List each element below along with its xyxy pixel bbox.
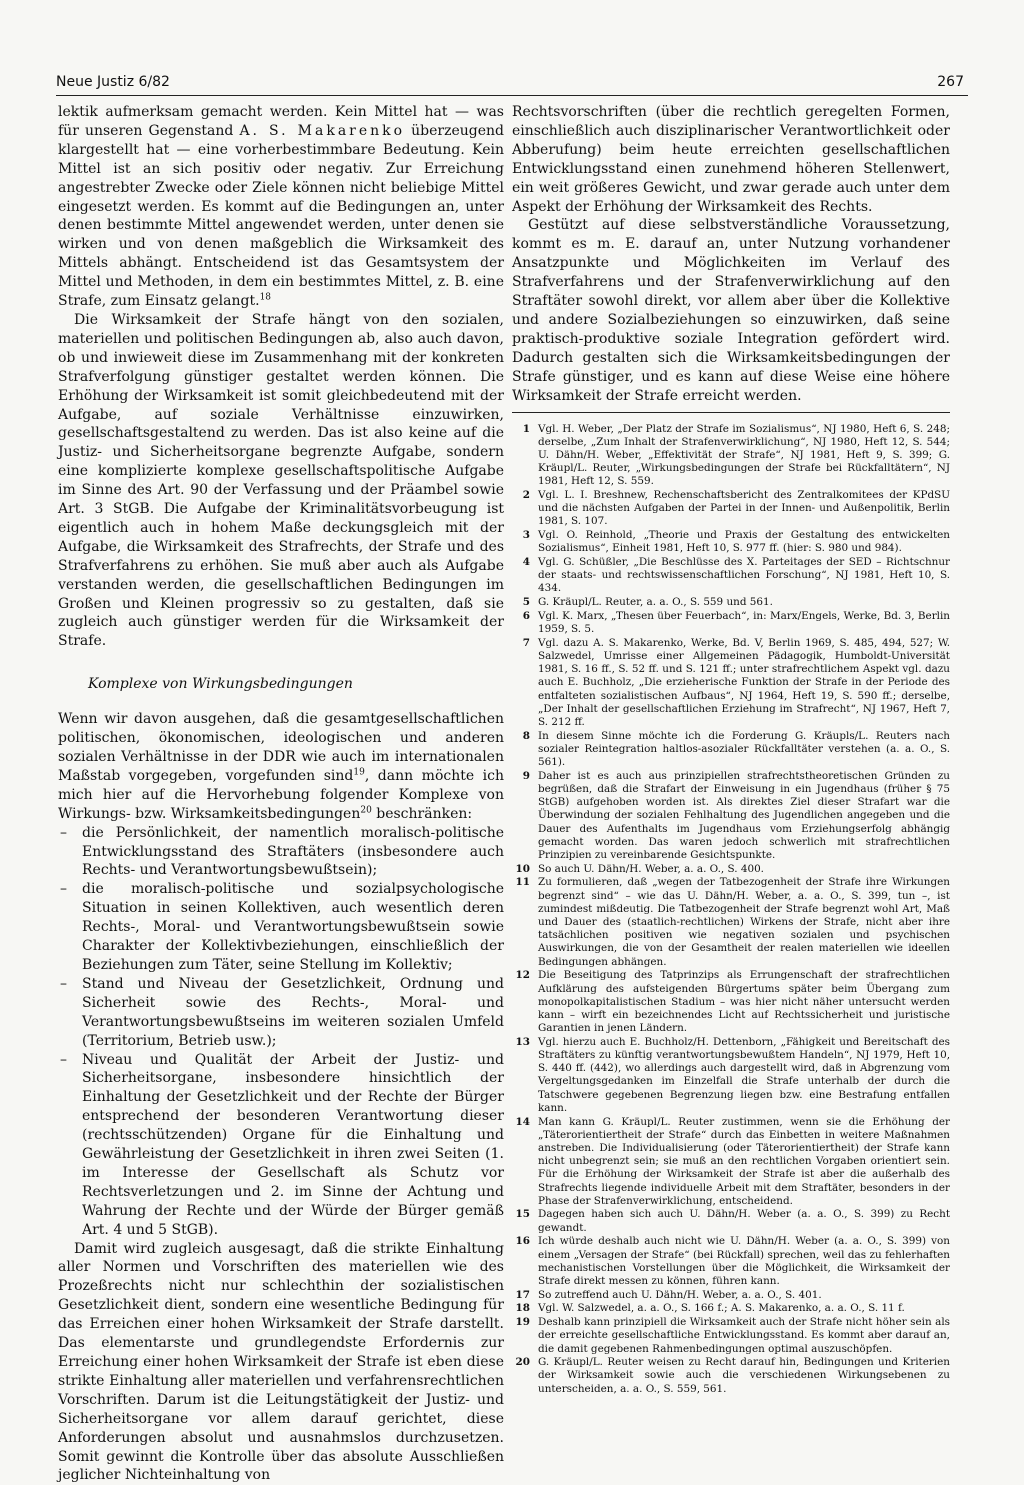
text-run: überzeugend klargestellt hat — eine vorherbestimmbare Bedeutung. Kein Mittel ist an sich positiv oder negativ. Zur Erreichung angestrebter Zwecke oder Ziele können nicht beliebige Mittel eingesetzt werden. Es kommt auf die Bedingungen an, unter denen bestimmte Mittel angewendet werden, unter denen sie wirken und von denen maßgeblich die Wirksamkeit des Mittels abhängt. Entscheidend ist das Gesamtsystem der Mittel und Methoden, in dem ein bestimmtes Mittel, z. B. eine Strafe, zum Einsatz gelangt. [58, 122, 504, 310]
footnote-number: 4 [522, 556, 530, 569]
left-paragraph-2: Die Wirksamkeit der Strafe hängt von den sozialen, materiellen und politischen Bedingungen ab, also auch davon, ob und inwieweit diese im Zusammenhang mit der konkreten Strafverfolgung günstiger gestaltet werden können. Die Erhöhung der Wirksamkeit ist somit gleichbedeutend mit der Aufgabe, auf soziale Verhältnisse einzuwirken, gesellschaftsgestaltend zu werden. Das ist also keine auf die Justiz- und Sicherheitsorgane begrenzte Aufgabe, sondern eine komplizierte komplexe gesellschaftspolitische Aufgabe im Sinne des Art. 90 der Verfassung und der Präambel sowie Art. 3 StGB. Die Aufgabe der Kriminalitätsvorbeugung ist eigentlich auch in hohem Maße deckungsgleich mit der Aufgabe, die Wirksamkeit des Strafrechts, der Strafe und des Strafverfahrens zu erhöhen. Sie muß aber auch als Aufgabe verstanden werden, die gesellschaftlichen Bedingungen im Großen und Kleinen progressiv so zu gestalten, daß sie zugleich auch günstiger werden für die Wirksamkeit der Strafe. [58, 311, 504, 650]
footnote-text: Vgl. W. Salzwedel, a. a. O., S. 166 f.; A. S. Makarenko, a. a. O., S. 11 f. [538, 1302, 905, 1315]
footnote-text: Die Beseitigung des Tatprinzips als Errungenschaft der strafrechtlichen Aufklärung des aufsteigenden Bürgertums später beim Übergang zum monopolkapitalistischen Stadium – was hier nicht näher untersucht werden kann – wirft ein bezeichnendes Licht auf Rechtssicherheit und juristische Garantien in jenen Ländern. [538, 969, 950, 1035]
footnote [512, 1116, 950, 1208]
footnote-text: Deshalb kann prinzipiell die Wirksamkeit auch der Strafe nicht höher sein als der erreichte gesellschaftliche Entwicklungsstand. Es kommt aber darauf an, die damit gegebenen Rahmenbedingungen optimal auszuschöpfen. [538, 1316, 950, 1355]
footnote-text: Zu formulieren, daß „wegen der Tatbezogenheit der Strafe ihre Wirkungen begrenzt sind“ – wie das U. Dähn/H. Weber, a. a. O., S. 399, tun –, ist zumindest mißdeutig. Die Tatbezogenheit der Strafe begrenzt wohl Art, Maß und Dauer des (staatlich-rechtlichen) Wirkens der Strafe, nicht aber ihre tatsächlichen positiven wie negativen sozialen und psychischen Auswirkungen, die von der Gesamtheit der realen materiellen wie ideellen Bedingungen abhängen. [538, 876, 950, 968]
footnote-text: Vgl. dazu A. S. Makarenko, Werke, Bd. V, Berlin 1969, S. 485, 494, 527; W. Salzwedel, Umrisse einer Allgemeinen Pädagogik, Humboldt-Universität 1981, S. 16 ff., S. 52 ff. und S. 121 ff.; unter strafrechtlichem Aspekt vgl. dazu auch E. Buchholz, „Die erzieherische Funktion der Strafe in der Periode des entfalteten sozialistischen Aufbaus“, NJ 1964, Heft 19, S. 590 ff.; derselbe, „Der Inhalt der gesellschaftlichen Erziehung im Strafrecht“, NJ 1967, Heft 7, S. 212 ff. [538, 636, 950, 728]
right-paragraph-1: Rechtsvorschriften (über die rechtlich geregelten Formen, einschließlich auch disziplinarischer Verantwortlichkeit oder Abberufung) beim heute erreichten gesellschaftlichen Entwicklungsstand einen zunehmend höheren Stellenwert, ein weit größeres Gewicht, und zwar gerade auch unter dem Aspekt der Erhöhung der Wirksamkeit des Rechts. [512, 104, 950, 215]
text-run: lektik aufmerksam gemacht werden. Kein Mittel hat — was für unseren Gegenstand [58, 104, 504, 139]
footnote-text: Vgl. H. Weber, „Der Platz der Strafe im Sozialismus“, NJ 1980, Heft 6, S. 248; derselbe, „Zum Inhalt der Strafenverwirklichung“, NJ 1980, Heft 12, S. 544; U. Dähn/H. Weber, „Effektivität der Strafe“, NJ 1981, Heft 9, S. 399; G. Kräupl/L. Reuter, „Wirkungsbedingungen der Strafe bei Rückfalltätern“, NJ 1981, Heft 12, S. 559. [538, 422, 950, 488]
footnote [512, 1316, 950, 1356]
footnote [512, 1036, 950, 1115]
footnote [512, 423, 950, 489]
footnote-ref: 18 [259, 292, 272, 303]
right-paragraph-2: Gestützt auf diese selbstverständliche Voraussetzung, kommt es m. E. darauf an, unter Nutzung vorhandener Ansatzpunkte und Möglichkeiten im Verlauf des Strafverfahrens und der Strafenverwirklichung auf den Straftäter sowohl direkt, vor allem aber über die Kollektive und andere Sozialbeziehungen so einzuwirken, daß seine praktisch-produktive soziale Integration gefördert wird. Dadurch gestalten sich die Wirksamkeitsbedingungen der Strafe günstiger, und es kann auf diese Weise eine höhere Wirksamkeit der Strafe erreicht werden. [512, 217, 950, 404]
left-paragraph-3 [58, 710, 504, 823]
footnote [512, 1356, 950, 1396]
footnote [512, 610, 950, 636]
right-column [512, 103, 950, 1396]
footnote-number: 6 [522, 609, 530, 622]
footnote-text: So zutreffend auch U. Dähn/H. Weber, a. a. O., S. 401. [538, 1288, 822, 1301]
footnote-text: Vgl. G. Schüßler, „Die Beschlüsse des X. Parteitages der SED – Richtschnur der staats- und rechtswissenschaftlichen Forschung“, NJ 1981, Heft 10, S. 434. [538, 556, 950, 595]
footnote-text: In diesem Sinne möchte ich die Forderung G. Kräupls/L. Reuters nach sozialer Reintegration haltlos-asozialer Rückfalltäter verstehen (a. a. O., S. 561). [538, 729, 950, 769]
conditions-list [58, 824, 504, 1240]
footnote [512, 969, 950, 1035]
list-item: – Niveau und Qualität der Arbeit der Justiz- und Sicherheitsorgane, insbesondere hinsichtlich der Einhaltung der Gesetzlichkeit und der Rechte der Bürger entsprechend der besonderen Verantwortung dieser (rechtsschützenden) Organe für die Einhaltung und Gewährleistung der Gesetzlichkeit in ihren zwei Seiten (1. im Interesse der Gesellschaft als Schutz vor Rechtsverletzungen und 2. im Sinne der Achtung und Wahrung der Rechte und der Würde der Bürger gemäß Art. 4 und 5 StGB). [58, 1051, 504, 1240]
footnote-text: G. Kräupl/L. Reuter weisen zu Recht darauf hin, Bedingungen und Kriterien der Wirksamkeit sowie auch die verschiedenen Wirkungsebenen zu unterscheiden, a. a. O., S. 559, 561. [538, 1356, 950, 1395]
footnote-number: 8 [522, 729, 530, 742]
footnote [512, 876, 950, 968]
footnote-number: 12 [515, 969, 530, 982]
footnote-ref: 20 [360, 805, 372, 816]
footnote-ref: 19 [353, 767, 365, 778]
footnote-number: 20 [515, 1356, 530, 1369]
footnote-number: 5 [522, 596, 530, 609]
footnote [512, 1302, 950, 1315]
footnote-text: So auch U. Dähn/H. Weber, a. a. O., S. 400. [538, 862, 764, 875]
footnote [512, 596, 950, 609]
left-paragraph-1 [58, 103, 504, 311]
footnote-number: 7 [522, 636, 530, 649]
text-run: Wenn wir davon ausgehen, daß die gesamtgesellschaftlichen politischen, ökonomischen, ideologischen und anderen sozialen Verhältnisse in der DDR wie auch im internationalen Maßstab vorgegeben, vorgefunden sind [58, 711, 504, 784]
footnote [512, 637, 950, 729]
footnote-text: G. Kräupl/L. Reuter, a. a. O., S. 559 und 561. [538, 596, 773, 609]
footnote-number: 13 [515, 1035, 530, 1048]
footnote-number: 10 [515, 862, 530, 875]
footnote [512, 863, 950, 876]
footnote [512, 529, 950, 555]
text-run: , dann möchte ich mich hier auf die Hervorhebung folgender Komplexe von Wirkungs- bzw. Wirksamkeitsbedingungen [58, 767, 505, 822]
left-paragraph-4: Damit wird zugleich ausgesagt, daß die strikte Einhaltung aller Normen und Vorschriften des materiellen wie des Prozeßrechts nicht nur schlechthin der sozialistischen Gesetzlichkeit dient, sondern eine wesentliche Bedingung für das Erreichen einer hohen Wirksamkeit der Strafe darstellt. Das elementarste und grundlegendste Erfordernis zur Erreichung einer hohen Wirksamkeit der Strafe ist eben diese strikte Einhaltung aller materiellen und verfahrensrechtlichen Vorschriften. Darum ist die Leitungstätigkeit der Justiz- und Sicherheitsorgane vor allem darauf gerichtet, diese Anforderungen absolut und ausnahmslos durchzusetzen. Somit gewinnt die Kontrolle über das absolute Ausschließen jeglicher Nichteinhaltung von [58, 1240, 504, 1484]
footnote-number: 2 [522, 489, 530, 502]
footnote [512, 1235, 950, 1288]
footnotes [512, 423, 950, 1396]
footnote-text: Vgl. K. Marx, „Thesen über Feuerbach“, in: Marx/Engels, Werke, Bd. 3, Berlin 1959, S. 5. [538, 609, 950, 636]
text-run: beschränken: [371, 805, 473, 822]
journal-title: Neue Justiz 6/82 [56, 74, 170, 90]
footnote-number: 1 [522, 422, 530, 435]
footnote-text: Vgl. L. I. Breshnew, Rechenschaftsbericht des Zentralkomitees der KPdSU und die nächsten Aufgaben der Partei in der Innen- und Außenpolitik, Berlin 1981, S. 107. [538, 489, 950, 528]
footnote-number: 9 [522, 769, 530, 782]
footnote-number: 15 [515, 1208, 530, 1221]
footnote [512, 1289, 950, 1302]
header-rule [56, 95, 968, 96]
left-column [58, 103, 504, 1485]
list-item: – Stand und Niveau der Gesetzlichkeit, Ordnung und Sicherheit sowie des Rechts-, Moral- und Verantwortungsbewußtseins im weiteren sozialen Umfeld (Territorium, Betrieb usw.); [58, 975, 504, 1051]
author-name: A. S. Makarenko [239, 122, 406, 139]
footnote-text: Dagegen haben sich auch U. Dähn/H. Weber (a. a. O., S. 399) zu Recht gewandt. [538, 1208, 950, 1234]
footnote-text: Vgl. hierzu auch E. Buchholz/H. Dettenborn, „Fähigkeit und Bereitschaft des Straftäters zu künftig verantwortungsbewußtem Handeln“, NJ 1979, Heft 10, S. 440 ff. (442), wo allerdings auch dargestellt wird, daß in Abgrenzung vom Vergeltungsgedanken im Einzelfall die Strafe unterhalb der durch die Tatschwere gegebenen Begrenzung liegen bzw. eine Bestrafung entfallen kann. [538, 1035, 950, 1114]
footnote [512, 489, 950, 529]
footnote [512, 1208, 950, 1234]
footnote-text: Man kann G. Kräupl/L. Reuter zustimmen, wenn sie die Erhöhung der „Täterorientiertheit der Strafe“ durch das Einbetten in weitere Maßnahmen anstreben. Die Individualisierung (oder Täterorientiertheit) der Strafe kann nicht unbegrenzt sein; sie muß an den rechtlichen Vorgaben orientiert sein. Für die Erhöhung der Wirksamkeit der Strafe ist aber die außerhalb des Strafrechts liegende individuelle Arbeit mit dem Straftäter, besonders in der Phase der Strafenverwirklichung, entscheidend. [538, 1115, 950, 1207]
footnote-number: 16 [515, 1235, 530, 1248]
footnote-number: 17 [515, 1288, 530, 1301]
list-item: – die Persönlichkeit, der namentlich moralisch-politische Entwicklungsstand des Straftäters (insbesondere auch Rechts- und Verantwortungsbewußtsein); [58, 824, 504, 881]
footnote [512, 770, 950, 862]
page-number: 267 [937, 74, 964, 90]
footnote-number: 14 [515, 1115, 530, 1128]
footnote-text: Daher ist es auch aus prinzipiellen strafrechtstheoretischen Gründen zu begrüßen, daß die Strafart der Einweisung in ein Jugendhaus (früher § 75 StGB) aufgehoben worden ist. Als direktes Ziel dieser Strafart war die Überwindung der sozialen Fehlhaltung des Jugendlichen angegeben und die Dauer des Aufenthalts im Jugendhaus vom Erziehungserfolg abhängig gemacht worden. Das waren jedoch schwerlich mit strafrechtlichen Prinzipien zu vereinbarende Gesichtspunkte. [538, 769, 950, 861]
footnote-text: Ich würde deshalb auch nicht wie U. Dähn/H. Weber (a. a. O., S. 399) von einem „Versagen der Strafe“ (bei Rückfall) sprechen, weil das zu fehlerhaften mechanistischen Vorstellungen über die Möglichkeit, die Wirksamkeit der Strafe direkt messen zu können, führen kann. [538, 1235, 950, 1287]
footnote-number: 19 [515, 1316, 530, 1329]
footnote-rule [512, 412, 950, 413]
list-item: – die moralisch-politische und sozialpsychologische Situation in seinen Kollektiven, auch wesentlich deren Rechts-, Moral- und Verantwortungsbewußtsein sowie Charakter der Kollektivbeziehungen, einschließlich der Beziehungen zum Täter, seine Stellung im Kollektiv; [58, 880, 504, 975]
footnote-number: 3 [522, 529, 530, 542]
footnote [512, 730, 950, 770]
footnote-number: 18 [515, 1302, 530, 1315]
footnote-number: 11 [515, 876, 530, 889]
section-heading: Komplexe von Wirkungsbedingungen [88, 676, 353, 693]
footnote-text: Vgl. O. Reinhold, „Theorie und Praxis der Gestaltung des entwickelten Sozialismus“, Einheit 1981, Heft 10, S. 977 ff. (hier: S. 980 und 984). [538, 529, 950, 555]
page-header [56, 74, 968, 100]
footnote [512, 556, 950, 596]
